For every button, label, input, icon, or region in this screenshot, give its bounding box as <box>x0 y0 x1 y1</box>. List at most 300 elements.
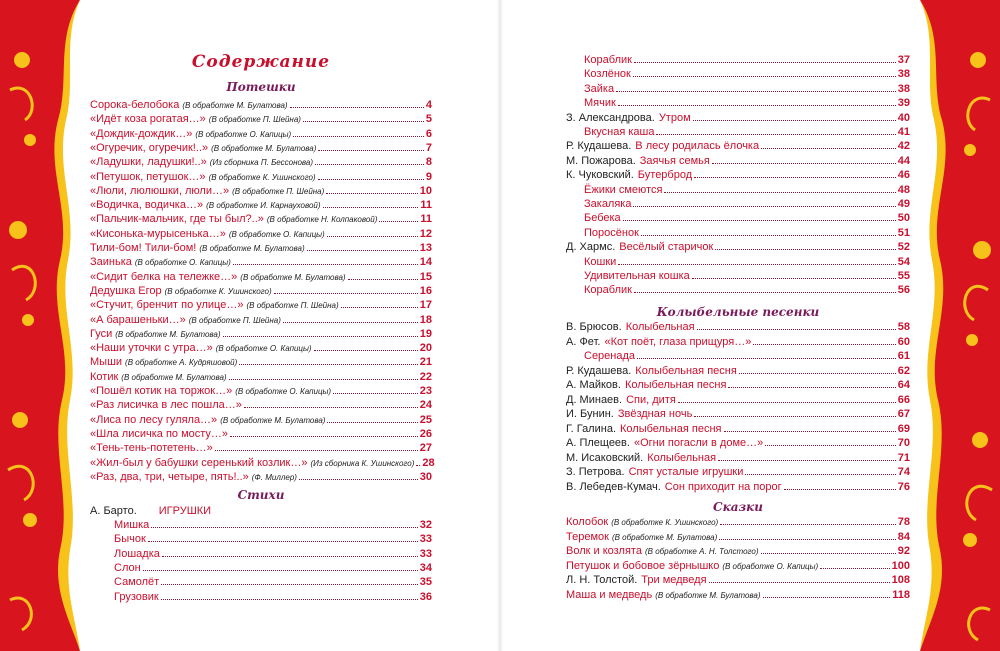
entry-note: (В обработке Н. Колпаковой) <box>266 215 378 225</box>
entry-author: З. Александрова. <box>566 111 655 124</box>
entry-page-number: 39 <box>897 97 910 110</box>
entry-page-number: 84 <box>897 530 910 543</box>
section-title-lullabies: Колыбельные песенки <box>656 305 820 319</box>
entry-page-number: 61 <box>897 350 910 362</box>
entry-title: «Люли, люлюшки, люли…» <box>90 184 230 197</box>
entry-title: «Дождик-дождик…» <box>90 127 193 140</box>
entry-page-number: 54 <box>897 255 910 268</box>
toc-entry[interactable] <box>566 393 910 407</box>
entry-page-number: 32 <box>419 519 432 531</box>
entry-title: Мячик <box>584 97 616 110</box>
entry-author: Д. Хармс. <box>566 241 616 254</box>
toc-entry[interactable] <box>566 544 910 558</box>
entry-page-number: 71 <box>897 451 910 464</box>
entry-note: (Из сборника К. Ушинского) <box>310 458 415 468</box>
entry-title: Петушок и бобовое зёрнышко <box>566 559 720 572</box>
entry-title: Вкусная каша <box>584 126 655 138</box>
dot-leader <box>634 292 896 293</box>
dot-leader <box>318 179 424 180</box>
toc-entry[interactable] <box>90 127 432 141</box>
dot-leader <box>664 192 895 193</box>
entry-title: Грузовик <box>114 590 159 603</box>
dot-leader <box>315 164 424 165</box>
section-title-poteshki: Потешки <box>226 80 296 94</box>
dot-leader <box>694 416 895 417</box>
entry-title: Серенада <box>584 350 636 362</box>
barto-cycle-title: ИГРУШКИ <box>158 505 212 517</box>
dot-leader <box>327 422 417 423</box>
toc-entry[interactable] <box>566 378 910 392</box>
entry-title: «Петушок, петушок…» <box>90 170 206 183</box>
entry-note: (В обработке М. Булатова) <box>240 272 346 282</box>
dot-leader <box>641 235 896 236</box>
entry-page-number: 33 <box>419 547 432 560</box>
toc-entry[interactable] <box>90 155 432 169</box>
entry-page-number: 18 <box>419 313 432 326</box>
toc-entry[interactable] <box>566 465 910 479</box>
entry-page-number: 58 <box>897 321 910 333</box>
toc-entry[interactable] <box>90 398 432 412</box>
entry-note: (В обработке М. Булатова) <box>115 329 221 339</box>
entry-title: «Огни погасли в доме…» <box>633 437 764 449</box>
dot-leader <box>694 177 896 178</box>
entry-title: Колыбельная песня <box>635 364 737 377</box>
entry-page-number: 60 <box>897 335 910 348</box>
dot-leader <box>416 465 420 466</box>
entry-author: Д. Минаев. <box>566 393 623 406</box>
toc-entry[interactable] <box>566 320 910 334</box>
entry-page-number: 7 <box>425 141 432 154</box>
entry-author: И. Бунин. <box>566 408 614 420</box>
entry-page-number: 11 <box>420 213 432 226</box>
entry-page-number: 36 <box>419 590 432 603</box>
toc-entry[interactable] <box>584 269 910 283</box>
entry-title: Бутерброд <box>637 169 693 182</box>
dot-leader <box>323 207 419 208</box>
toc-entry[interactable] <box>566 407 910 421</box>
entry-note: (В обработке А. Кудряшовой) <box>125 358 238 368</box>
entry-title: Маша и медведь <box>566 589 653 601</box>
entry-title: Мыши <box>90 356 123 369</box>
dot-leader <box>244 407 418 408</box>
entry-title: Колыбельная <box>625 321 695 333</box>
entry-page-number: 8 <box>425 156 432 169</box>
entry-title: «Раз, два, три, четыре, пять!..» <box>90 470 249 483</box>
toc-entry[interactable] <box>566 240 910 254</box>
entry-page-number: 5 <box>425 113 432 126</box>
entry-title: Козлёнок <box>584 68 631 81</box>
entry-page-number: 50 <box>897 212 910 225</box>
entry-page-number: 118 <box>892 589 910 601</box>
entry-note: (В обработке К. Ушинского) <box>164 286 272 296</box>
entry-note: (В обработке О. Капицы) <box>722 561 819 571</box>
entry-title: Лошадка <box>114 547 160 560</box>
entry-title: «Огуречик, огуречик!..» <box>90 141 209 154</box>
entry-note: (В обработке П. Шейна) <box>232 186 325 196</box>
dot-leader <box>719 539 896 540</box>
entry-page-number: 9 <box>425 170 432 183</box>
toc-entry[interactable] <box>90 413 432 427</box>
entry-page-number: 108 <box>891 574 910 587</box>
dot-leader <box>715 249 895 250</box>
dot-leader <box>151 527 417 528</box>
entry-page-number: 92 <box>897 545 910 558</box>
entry-page-number: 70 <box>897 437 910 449</box>
entry-page-number: 25 <box>419 413 432 426</box>
entry-note: (В обработке О. Капицы) <box>235 387 332 396</box>
toc-entry[interactable] <box>90 427 432 441</box>
dot-leader <box>233 264 418 265</box>
dot-leader <box>692 278 896 279</box>
entry-note: (В обработке П. Шейна) <box>246 301 339 311</box>
dot-leader <box>623 220 896 221</box>
dot-leader <box>161 584 418 585</box>
dot-leader <box>314 350 418 351</box>
entry-note: (В обработке П. Шейна) <box>208 115 301 125</box>
dot-leader <box>230 436 418 437</box>
toc-entry[interactable] <box>584 183 910 197</box>
entry-page-number: 64 <box>897 379 910 391</box>
toc-entry[interactable] <box>114 575 432 589</box>
dot-leader <box>656 134 895 135</box>
toc-entry[interactable] <box>584 53 910 67</box>
toc-entry[interactable] <box>114 561 432 575</box>
entry-page-number: 23 <box>419 385 432 397</box>
toc-entry[interactable] <box>90 370 432 384</box>
entry-title: Зайка <box>584 82 615 95</box>
toc-entry[interactable] <box>584 82 910 96</box>
entry-page-number: 48 <box>897 183 910 196</box>
toc-entry[interactable] <box>584 226 910 240</box>
toc-entry[interactable] <box>566 335 910 349</box>
entry-title: «Жил-был у бабушки серенький козлик…» <box>90 456 308 469</box>
entry-title: Заячья семья <box>639 154 710 167</box>
dot-leader <box>215 450 418 451</box>
book-spine <box>497 0 503 651</box>
entry-title: Заинька <box>90 256 132 269</box>
toc-entry[interactable] <box>90 327 432 341</box>
entry-author: А. Майков. <box>566 379 621 391</box>
entry-author: В. Лебедев-Кумач. <box>566 480 661 493</box>
toc-entry[interactable] <box>114 532 432 546</box>
entry-author: В. Брюсов. <box>566 321 622 333</box>
entry-page-number: 40 <box>897 111 910 124</box>
dot-leader <box>318 150 424 151</box>
entry-title: Котик <box>90 370 119 383</box>
dot-leader <box>223 336 418 337</box>
dot-leader <box>697 329 896 330</box>
toc-entry[interactable] <box>566 559 910 573</box>
entry-title: Бычок <box>114 533 146 546</box>
entry-page-number: 16 <box>419 284 432 297</box>
toc-entry[interactable] <box>90 456 435 470</box>
dot-leader <box>693 120 896 121</box>
dot-leader <box>162 556 418 557</box>
dot-leader <box>728 387 895 388</box>
dot-leader <box>753 344 895 345</box>
toc-entry[interactable] <box>90 255 432 269</box>
toc-entry[interactable] <box>566 436 910 450</box>
left-ornament-border <box>0 0 80 651</box>
entry-page-number: 28 <box>422 456 435 469</box>
entry-title: «Пошёл котик на торжок…» <box>90 385 233 397</box>
entry-page-number: 52 <box>897 241 910 254</box>
dot-leader <box>618 105 896 106</box>
dot-leader <box>229 379 418 380</box>
entry-author: М. Исаковский. <box>566 451 644 464</box>
dot-leader <box>712 163 896 164</box>
toc-entry[interactable] <box>566 364 910 378</box>
toc-entry[interactable] <box>566 451 910 465</box>
entry-title: Самолёт <box>114 576 160 589</box>
dot-leader <box>761 553 896 554</box>
entry-note: (В обработке К. Ушинского) <box>611 518 719 527</box>
toc-entry[interactable] <box>114 590 432 604</box>
entry-author: Л. Н. Толстой. <box>566 574 638 587</box>
entry-page-number: 33 <box>419 533 432 546</box>
dot-leader <box>283 322 418 323</box>
toc-entry[interactable] <box>90 270 432 284</box>
page-title: Содержание <box>191 52 331 72</box>
entry-note: (В обработке О. Капицы) <box>134 258 231 268</box>
dot-leader <box>348 279 418 280</box>
entry-title: «Пальчик-мальчик, где ты был?..» <box>90 213 264 226</box>
entry-page-number: 74 <box>897 466 910 478</box>
entry-title: Спи, дитя <box>626 393 676 406</box>
entry-title: Звёздная ночь <box>617 408 693 420</box>
dot-leader <box>618 264 895 265</box>
entry-title: «Тень-тень-потетень…» <box>90 442 213 455</box>
entry-page-number: 51 <box>897 226 910 239</box>
entry-page-number: 14 <box>419 256 432 269</box>
entry-page-number: 49 <box>897 198 910 210</box>
dot-leader <box>765 445 896 446</box>
toc-entry[interactable] <box>90 384 432 398</box>
entry-page-number: 56 <box>897 284 910 297</box>
entry-title: Слон <box>114 561 141 574</box>
entry-title: Поросёнок <box>584 226 639 239</box>
entry-note: (В обработке М. Булатова) <box>199 244 305 253</box>
entry-page-number: 67 <box>897 408 910 420</box>
toc-entry[interactable] <box>90 298 432 312</box>
entry-page-number: 6 <box>425 127 432 140</box>
entry-title: Теремок <box>566 530 609 543</box>
entry-title: Закаляка <box>584 198 632 210</box>
toc-entry[interactable] <box>566 111 910 125</box>
toc-entry[interactable] <box>566 480 910 494</box>
entry-author: К. Чуковский. <box>566 169 634 182</box>
entry-title: Колыбельная песня <box>624 379 727 391</box>
toc-entry[interactable] <box>90 470 432 484</box>
entry-title: «Раз лисичка в лес пошла…» <box>90 399 242 412</box>
entry-title: «Водичка, водичка…» <box>90 199 204 212</box>
dot-leader <box>745 474 895 475</box>
toc-entry[interactable] <box>566 588 910 602</box>
toc-entry[interactable] <box>90 198 432 212</box>
dot-leader <box>820 568 889 569</box>
dot-leader <box>326 193 417 194</box>
dot-leader <box>239 364 417 365</box>
toc-entry[interactable] <box>566 168 910 182</box>
entry-page-number: 44 <box>897 154 910 167</box>
toc-entry[interactable] <box>90 184 432 198</box>
entry-title: Гуси <box>90 327 113 340</box>
entry-page-number: 42 <box>897 140 910 153</box>
entry-author: А. Плещеев. <box>566 437 630 449</box>
toc-entry[interactable] <box>566 573 910 587</box>
dot-leader <box>724 431 896 432</box>
entry-title: Колыбельная <box>647 451 717 464</box>
barto-author: А. Барто. <box>90 505 137 517</box>
entry-note: (Ф. Миллер) <box>251 472 297 482</box>
entry-title: Волк и козлята <box>566 545 642 558</box>
toc-entry[interactable] <box>90 355 432 369</box>
toc-entry[interactable] <box>566 530 910 544</box>
entry-title: Кораблик <box>584 284 632 297</box>
toc-entry[interactable] <box>584 96 910 110</box>
entry-page-number: 11 <box>420 199 432 212</box>
dot-leader <box>274 293 418 294</box>
toc-entry[interactable] <box>584 349 910 363</box>
entry-title: «Стучит, бренчит по улице…» <box>90 299 244 312</box>
entry-page-number: 38 <box>897 68 910 81</box>
right-ornament-border <box>920 0 1000 651</box>
dot-leader <box>637 358 896 359</box>
toc-entry[interactable] <box>584 125 910 139</box>
entry-title: «Ладушки, ладушки!..» <box>90 156 207 169</box>
entry-title: Спят усталые игрушки <box>628 466 744 478</box>
entry-page-number: 46 <box>897 169 910 182</box>
dot-leader <box>633 206 895 207</box>
entry-note: (В обработке М. Булатова) <box>211 143 317 153</box>
entry-page-number: 62 <box>897 364 910 377</box>
entry-page-number: 66 <box>897 393 910 406</box>
entry-title: «Кот поёт, глаза прищуря…» <box>604 335 752 348</box>
entry-page-number: 19 <box>419 327 432 340</box>
dot-leader <box>379 221 418 222</box>
entry-page-number: 24 <box>419 399 432 412</box>
entry-title: «Идёт коза рогатая…» <box>90 113 206 126</box>
dot-leader <box>293 136 424 137</box>
entry-title: «Шла лисичка по мосту…» <box>90 427 229 440</box>
entry-page-number: 69 <box>897 422 910 435</box>
entry-page-number: 22 <box>419 370 432 383</box>
entry-note: (В обработке О. Капицы) <box>215 344 312 354</box>
dot-leader <box>720 524 896 525</box>
entry-title: Ёжики смеются <box>584 183 663 196</box>
entry-title: «Лиса по лесу гуляла…» <box>90 413 218 426</box>
toc-entry[interactable] <box>584 255 910 269</box>
entry-title: Тили-бом! Тили-бом! <box>90 242 197 254</box>
entry-page-number: 34 <box>419 561 432 574</box>
toc-entry[interactable] <box>584 283 910 297</box>
dot-leader <box>341 307 418 308</box>
toc-entry[interactable] <box>90 441 432 455</box>
toc-entry[interactable] <box>90 241 432 255</box>
entry-page-number: 41 <box>897 126 910 138</box>
dot-leader <box>739 373 896 374</box>
barto-heading <box>90 504 211 518</box>
dot-leader <box>299 479 418 480</box>
toc-entry[interactable] <box>90 227 432 241</box>
toc-entry[interactable] <box>90 313 432 327</box>
section-title-stikhi: Стихи <box>237 488 285 502</box>
dot-leader <box>709 582 890 583</box>
dot-leader <box>763 597 891 598</box>
entry-title: В лесу родилась ёлочка <box>635 140 760 153</box>
dot-leader <box>333 393 418 394</box>
toc-entry[interactable] <box>566 422 910 436</box>
entry-note: (В обработке О. Капицы) <box>228 229 325 239</box>
toc-entry[interactable] <box>114 547 432 561</box>
toc-entry[interactable] <box>90 212 432 226</box>
toc-entry[interactable] <box>90 112 432 126</box>
entry-page-number: 38 <box>897 82 910 95</box>
toc-entry[interactable] <box>90 284 432 298</box>
toc-entry[interactable] <box>584 211 910 225</box>
entry-title: Колобок <box>566 516 609 528</box>
entry-author: З. Петрова. <box>566 466 625 478</box>
entry-title: Дедушка Егор <box>90 284 162 297</box>
entry-page-number: 21 <box>419 356 432 369</box>
entry-author: А. Фет. <box>566 335 601 348</box>
toc-entry[interactable] <box>90 98 432 112</box>
toc-entry[interactable] <box>584 67 910 81</box>
entry-page-number: 100 <box>891 559 910 572</box>
entry-title: Весёлый старичок <box>619 241 714 254</box>
entry-note: (В обработке М. Булатова) <box>121 372 227 382</box>
dot-leader <box>307 250 418 251</box>
entry-note: (В обработке К. Ушинского) <box>208 172 316 182</box>
toc-entry[interactable] <box>90 170 432 184</box>
dot-leader <box>327 236 418 237</box>
entry-page-number: 35 <box>419 576 432 589</box>
entry-title: «Наши уточки с утра…» <box>90 342 213 355</box>
toc-entry[interactable] <box>90 141 432 155</box>
entry-title: Утром <box>658 111 691 124</box>
section-title-tales: Сказки <box>713 500 763 514</box>
toc-entry[interactable] <box>566 154 910 168</box>
dot-leader <box>678 402 896 403</box>
entry-note: (В обработке М. Булатова) <box>611 532 718 542</box>
toc-entry[interactable] <box>566 515 910 529</box>
entry-page-number: 17 <box>419 299 432 312</box>
entry-page-number: 13 <box>419 242 432 254</box>
dot-leader <box>761 148 896 149</box>
entry-page-number: 15 <box>419 270 432 283</box>
toc-entry[interactable] <box>114 518 432 532</box>
entry-page-number: 30 <box>419 470 432 483</box>
entry-note: (В обработке А. Н. Толстого) <box>644 547 759 557</box>
toc-entry[interactable] <box>566 139 910 153</box>
entry-note: (В обработке П. Шейна) <box>188 315 281 325</box>
entry-title: Бебека <box>584 212 621 225</box>
dot-leader <box>718 460 896 461</box>
dot-leader <box>633 76 896 77</box>
entry-note: (В обработке М. Булатова) <box>182 101 288 110</box>
toc-entry[interactable] <box>90 341 432 355</box>
entry-page-number: 20 <box>419 342 432 355</box>
entry-note: (Из сборника П. Бессонова) <box>209 158 314 168</box>
entry-title: Сон приходит на порог <box>664 480 782 493</box>
entry-note: (В обработке И. Карнауховой) <box>206 201 321 211</box>
entry-page-number: 12 <box>419 227 432 240</box>
dot-leader <box>784 489 896 490</box>
entry-author: Р. Кудашева. <box>566 364 632 377</box>
dot-leader <box>634 62 896 63</box>
toc-entry[interactable] <box>584 197 910 211</box>
dot-leader <box>161 599 418 600</box>
